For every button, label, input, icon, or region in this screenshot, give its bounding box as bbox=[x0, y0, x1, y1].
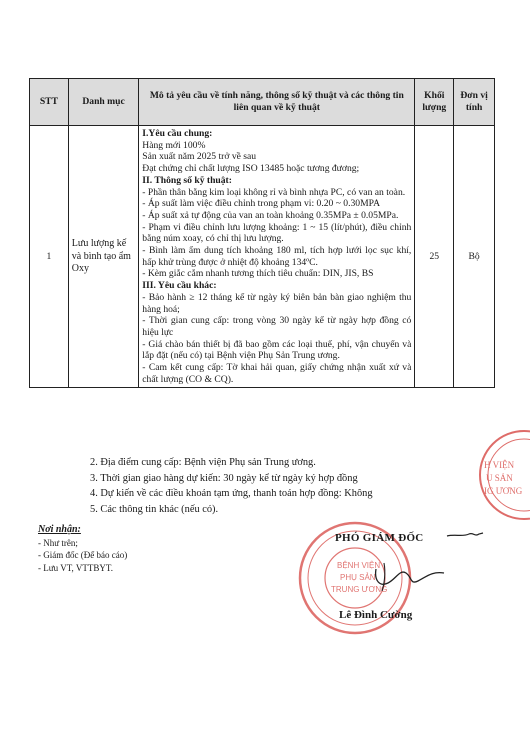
desc-line: - Áp suất xả tự động của van an toàn khoảng 0.35MPa ± 0.05MPa. bbox=[142, 209, 399, 221]
desc-heading-other: III. Yêu cầu khác: bbox=[142, 280, 217, 292]
signer-name: Lê Đình Cường bbox=[339, 609, 413, 621]
desc-heading-specs: II. Thông số kỹ thuật: bbox=[142, 174, 232, 186]
desc-line: - Bình làm ẩm dung tích khoảng 180 ml, tích hợp lưới lọc sục khí, hấp khử trùng được ở nhiệt độ khoảng 134ºC. bbox=[142, 245, 412, 268]
seal-text: PHỤ SẢN bbox=[340, 573, 376, 582]
desc-heading-general: I.Yêu cầu chung: bbox=[142, 128, 213, 139]
side-seal-text: U SẢN bbox=[486, 473, 513, 483]
desc-line: - Cam kết cung cấp: Tờ khai hải quan, giấy chứng nhận xuất xứ và chất lượng (CO & CQ). bbox=[142, 362, 412, 385]
signature-stroke-icon bbox=[445, 528, 485, 542]
note-item: 3. Thời gian giao hàng dự kiến: 30 ngày kể từ ngày ký hợp đồng bbox=[90, 472, 358, 484]
cell-category: Lưu lượng kế và bình tạo ẩm Oxy bbox=[68, 126, 138, 388]
header-quantity: Khối lượng bbox=[415, 79, 454, 126]
desc-line: Sản xuất năm 2025 trở về sau bbox=[142, 151, 257, 163]
cell-description bbox=[139, 126, 415, 388]
recipients-title: Nơi nhận: bbox=[38, 524, 81, 535]
recipient-item: - Giám đốc (Để báo cáo) bbox=[38, 550, 128, 560]
cell-stt: 1 bbox=[30, 126, 69, 388]
desc-line: - Thời gian cung cấp: trong vòng 30 ngày kể từ ngày hợp đồng có hiệu lực bbox=[142, 315, 412, 338]
table-row bbox=[30, 126, 495, 388]
desc-line: - Phạm vi điều chỉnh lưu lượng khoảng: 1 ~ 15 (lít/phút), điều chỉnh bằng núm xoay, có chỉ thị lưu lượng. bbox=[142, 221, 412, 245]
specification-table bbox=[29, 78, 495, 388]
note-item: 4. Dự kiến về các điều khoản tạm ứng, thanh toán hợp đồng: Không bbox=[90, 488, 373, 499]
desc-line: - Bảo hành ≥ 12 tháng kể từ ngày ký biên bản bàn giao nghiệm thu hàng hoá; bbox=[142, 291, 412, 315]
handwritten-signature-icon bbox=[370, 555, 450, 595]
cell-quantity: 25 bbox=[415, 126, 454, 388]
side-seal-text: H VIỆN bbox=[484, 460, 515, 470]
header-unit: Đơn vị tính bbox=[454, 79, 495, 126]
seal-text: BỆNH VIỆN bbox=[337, 561, 381, 570]
header-stt: STT bbox=[30, 79, 69, 126]
seal-text: TRUNG ƯƠNG bbox=[331, 585, 388, 594]
header-description: Mô tả yêu cầu về tính năng, thông số kỹ thuật và các thông tin liên quan về kỹ thuật bbox=[139, 79, 415, 126]
recipient-item: - Như trên; bbox=[38, 537, 78, 548]
signer-title: PHÓ GIÁM ĐỐC bbox=[335, 532, 424, 544]
table-header-row bbox=[30, 79, 495, 126]
recipients-block bbox=[38, 524, 127, 574]
desc-line: - Kèm giắc cắm nhanh tương thích tiêu chuẩn: DIN, JIS, BS bbox=[142, 268, 374, 280]
cell-unit: Bộ bbox=[454, 126, 495, 388]
note-item: 5. Các thông tin khác (nếu có). bbox=[90, 503, 219, 515]
header-category: Danh mục bbox=[68, 79, 138, 126]
desc-line: - Áp suất làm việc điều chỉnh trong phạm vi: 0.20 ~ 0.30MPA bbox=[142, 198, 381, 210]
desc-line: - Giá chào bán thiết bị đã bao gồm các loại thuế, phí, vận chuyển và lắp đặt (nếu có) tại Bệnh viện Phụ Sản Trung ương. bbox=[142, 338, 412, 362]
desc-line: Đạt chứng chỉ chất lượng ISO 13485 hoặc tương đương; bbox=[142, 163, 360, 175]
note-item: 2. Địa điểm cung cấp: Bệnh viện Phụ sản Trung ương. bbox=[90, 457, 316, 468]
partial-seal-icon bbox=[462, 425, 530, 525]
notes-list bbox=[90, 455, 373, 517]
desc-line: - Phần thân bằng kim loại không rỉ và bình nhựa PC, có van an toàn. bbox=[142, 186, 406, 198]
recipient-item: - Lưu VT, VTTBYT. bbox=[38, 562, 113, 573]
desc-line: Hàng mới 100% bbox=[142, 139, 206, 151]
side-seal-text: IG ƯƠNG bbox=[484, 486, 523, 496]
